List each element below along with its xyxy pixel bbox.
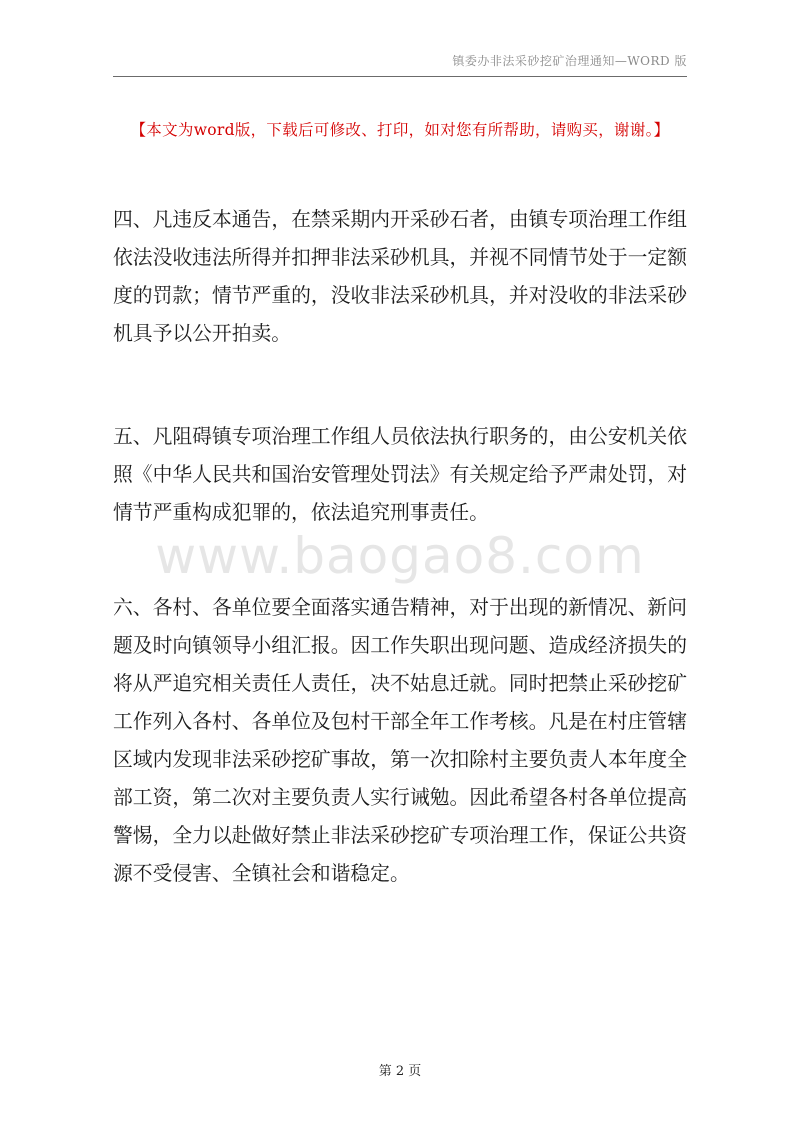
paragraph-article-6: 六、各村、各单位要全面落实通告精神，对于出现的新情况、新问题及时向镇领导小组汇报。因工作失职出现问题、造成经济损失的将从严追究相关责任人责任，决不姑息迁就。同时把禁止采砂挖矿工作列入各村、各单位及包村干部全年工作考核。凡是在村庄管辖区域内发现非法采砂挖矿事故，第一次扣除村主要负责人本年度全部工资，第二次对主要负责人实行诫勉。因此希望各村各单位提高警惕，全力以赴做好禁止非法采砂挖矿专项治理工作，保证公共资源不受侵害、全镇社会和谐稳定。 bbox=[113, 596, 687, 885]
paragraph-article-4: 四、凡违反本通告，在禁采期内开采砂石者，由镇专项治理工作组依法没收违法所得并扣押非法采砂机具，并视不同情节处于一定额度的罚款；情节严重的，没收非法采砂机具，并对没收的非法采砂机具予以公开拍卖。 bbox=[113, 208, 687, 345]
purchase-notice: 【本文为word版，下载后可修改、打印，如对您有所帮助，请购买，谢谢。】 bbox=[130, 121, 670, 139]
header-divider bbox=[113, 76, 687, 77]
paragraph-article-5: 五、凡阻碍镇专项治理工作组人员依法执行职务的，由公安机关依照《中华人民共和国治安管理处罚法》有关规定给予严肃处罚，对情节严重构成犯罪的，依法追究刑事责任。 bbox=[113, 425, 687, 524]
page-number: 第 2 页 bbox=[378, 1064, 422, 1079]
watermark: www.baogao8.com bbox=[155, 527, 645, 585]
running-header: 镇委办非法采砂挖矿治理通知—WORD 版 bbox=[452, 54, 687, 68]
